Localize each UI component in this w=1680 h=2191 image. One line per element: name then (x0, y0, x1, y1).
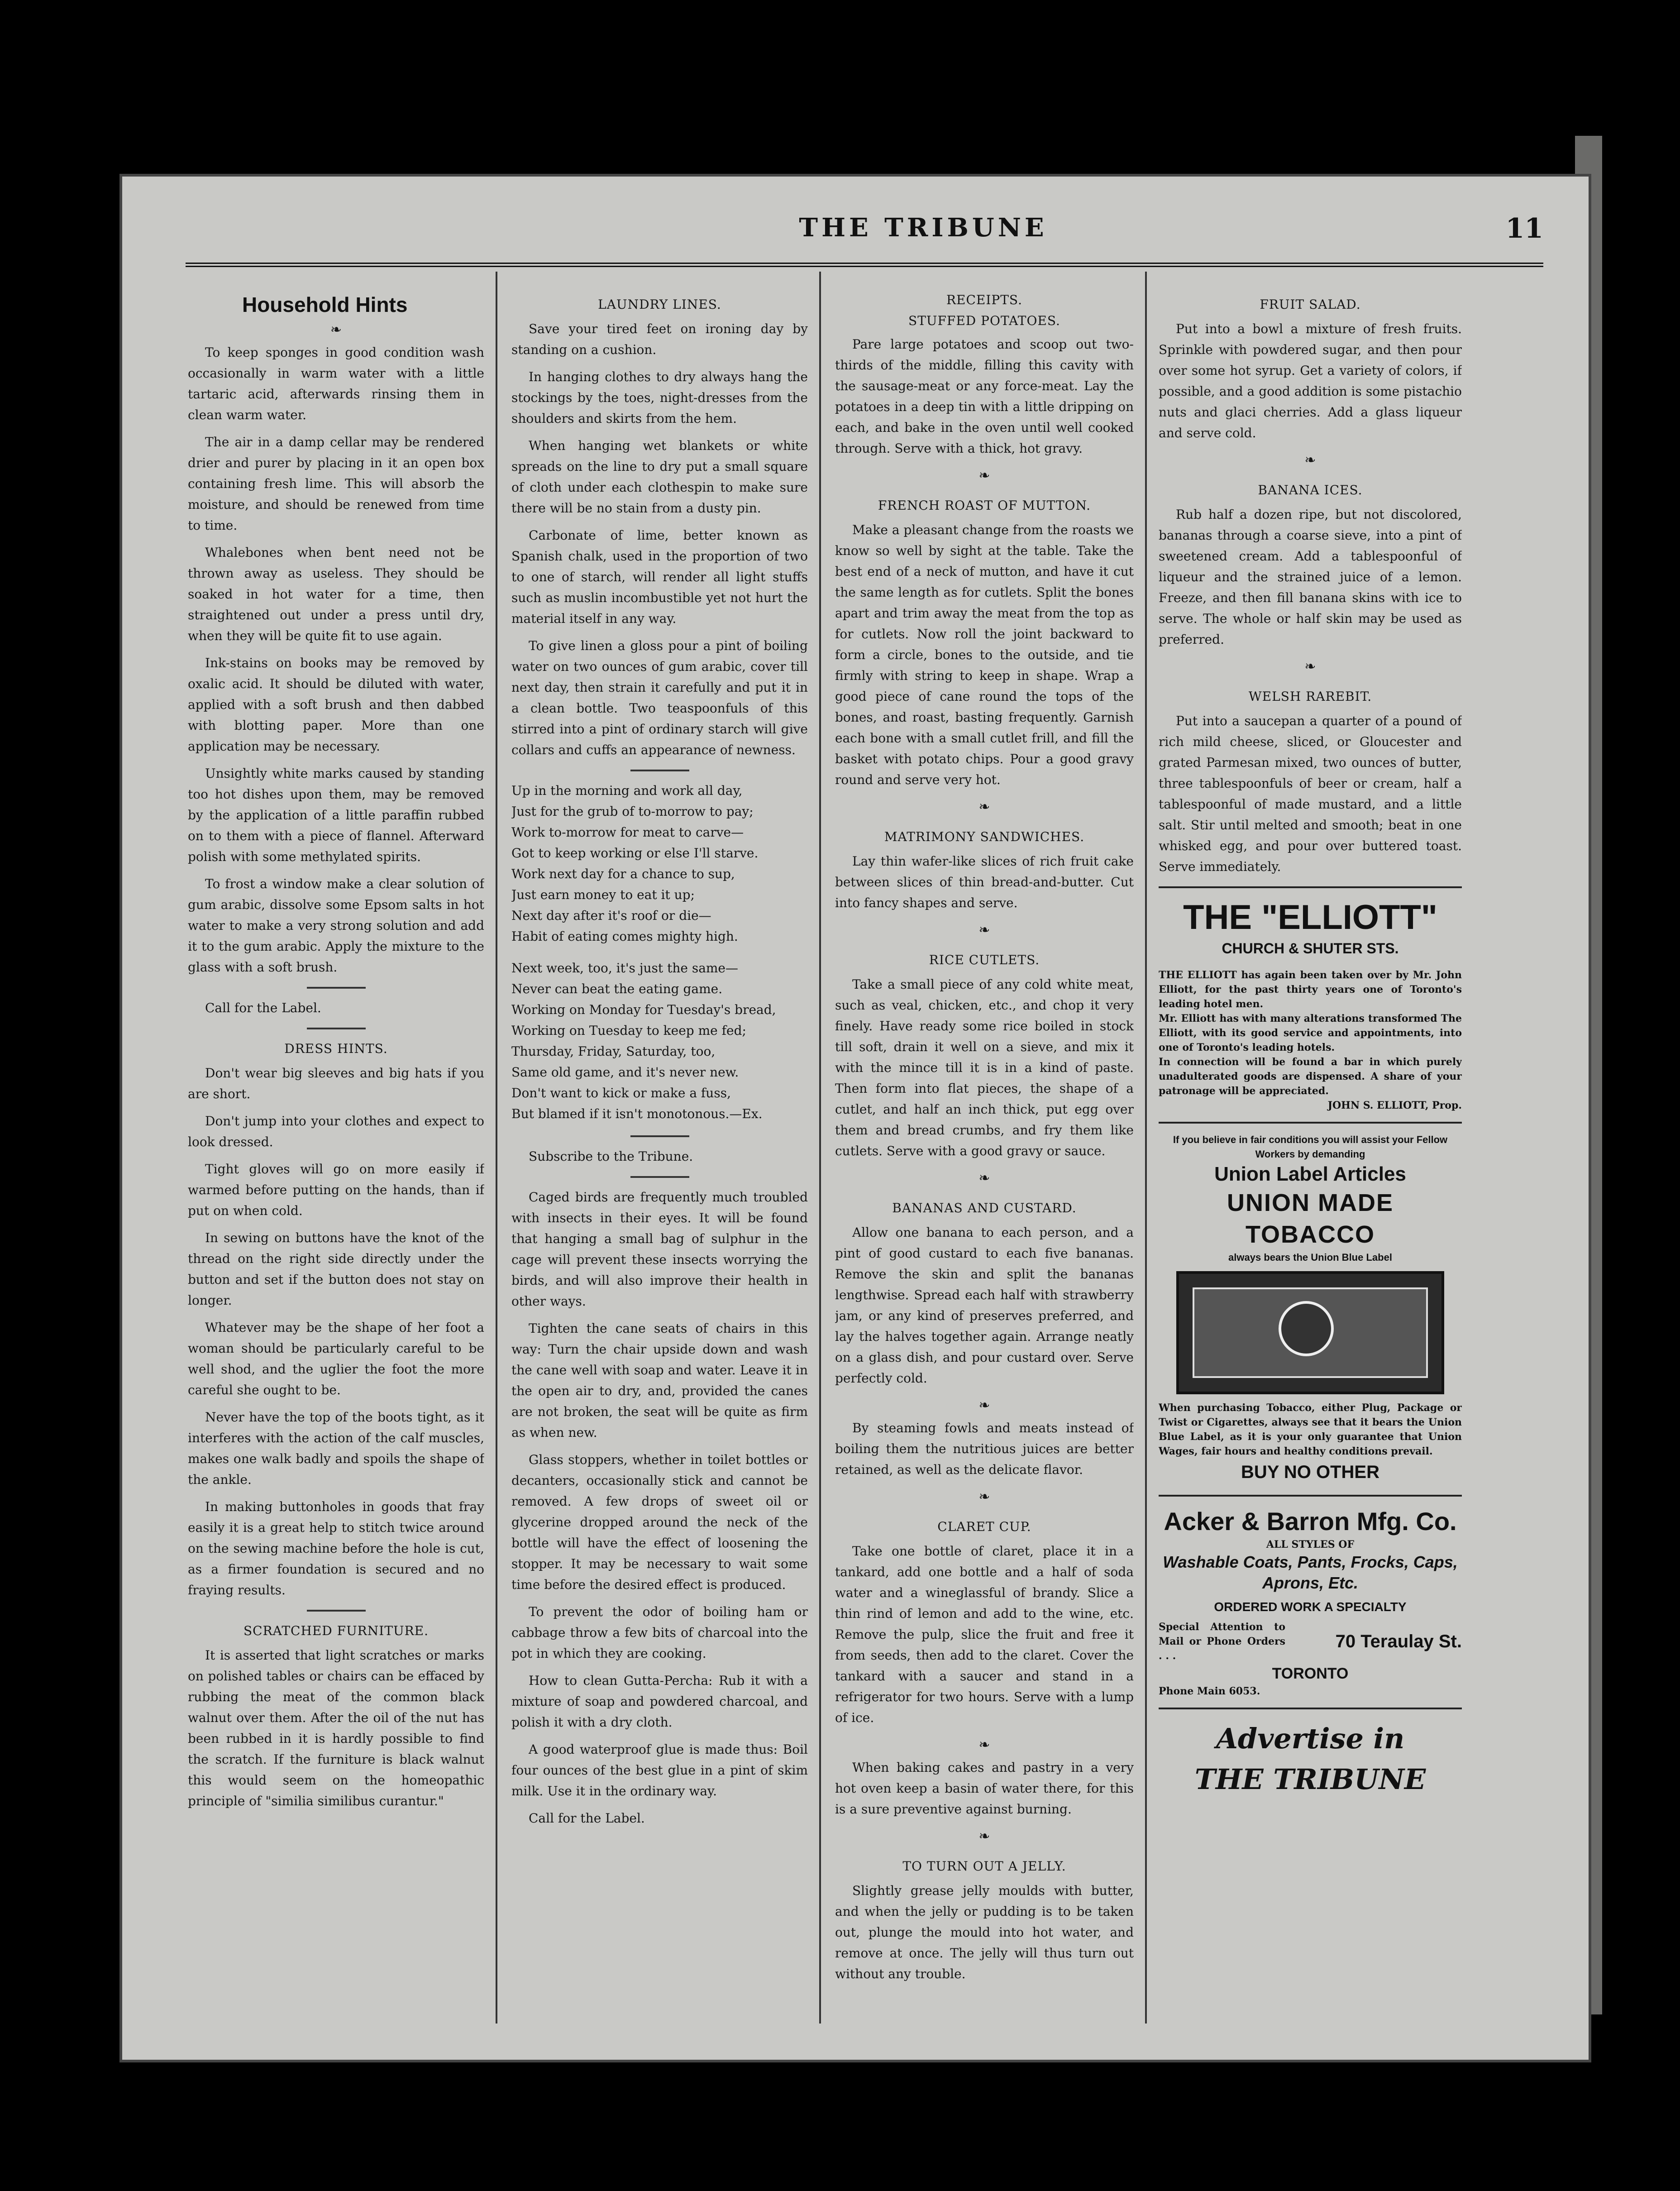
ad-divider (1159, 1708, 1462, 1709)
poem-line: Got to keep working or else I'll starve. (511, 846, 759, 861)
elliott-body: Mr. Elliott has with many alterations transformed The Elliott, with its good service and appointments, into one of Toronto's leading hotels. (1159, 1013, 1462, 1053)
ornament-icon: ❧ (978, 1489, 990, 1505)
column-2 (511, 285, 808, 2005)
poem-stanza (511, 958, 808, 1124)
subscribe-notice: Subscribe to the Tribune. (529, 1149, 693, 1164)
article-paragraph: In making buttonholes in goods that fray easily it is a great help to stitch twice around on the sewing machine before the hole is cut, as a firmer foundation is secured and no fraying results. (188, 1499, 484, 1598)
french-roast-title: FRENCH ROAST OF MUTTON. (878, 498, 1091, 513)
ornament-icon: ❧ (978, 799, 990, 815)
recipe-paragraph: Slightly grease jelly moulds with butter, and when the jelly or pudding is to be taken out, plunge the mould into hot water, and remove at once. The jelly will thus turn out without any trouble. (835, 1883, 1134, 1981)
recipe-paragraph: Lay thin wafer-like slices of rich fruit cake between slices of thin bread-and-butter. Cut into fancy shapes and serve. (835, 854, 1134, 910)
poem-line: Same old game, and it's never new. (511, 1065, 739, 1080)
scratched-furniture-title: SCRATCHED FURNITURE. (243, 1623, 429, 1638)
article-paragraph: Whalebones when bent need not be thrown away as useless. They should be soaked in hot water for a time, then straightened out under a press until dry, when they will be quite fit to use again. (188, 545, 484, 643)
buy-no-other: BUY NO OTHER (1241, 1462, 1379, 1482)
receipts-title: RECEIPTS. (946, 292, 1023, 307)
dress-hints-title: DRESS HINTS. (284, 1041, 388, 1056)
elliott-address: CHURCH & SHUTER STS. (1222, 940, 1399, 957)
article-paragraph: How to clean Gutta-Percha: Rub it with a mixture of soap and powdered charcoal, and polish it with a dry cloth. (511, 1673, 808, 1730)
call-for-label: Call for the Label. (205, 1000, 321, 1015)
acker-ordered: ORDERED WORK A SPECIALTY (1214, 1600, 1407, 1614)
column-rule (819, 272, 821, 2024)
article-paragraph: The air in a damp cellar may be rendered drier and purer by placing in it an open box containing fresh lime. This will absorb the moisture, and should be renewed from time to time. (188, 435, 484, 533)
article-paragraph: To keep sponges in good condition wash occasionally in warm water with a little tartaric acid, afterwards rinsing them in clean warm water. (188, 345, 484, 422)
article-paragraph: In sewing on buttons have the knot of the thread on the right side directly under the button and set if the button does not stay on longer. (188, 1230, 484, 1308)
section-divider (307, 1610, 366, 1612)
column-rule (496, 272, 497, 2024)
poem-line: Up in the morning and work all day, (511, 783, 743, 798)
acker-city: TORONTO (1272, 1665, 1349, 1682)
acker-styles: ALL STYLES OF (1266, 1539, 1355, 1550)
poem-stanza (511, 780, 808, 947)
column-3 (835, 285, 1134, 2005)
article-paragraph: Unsightly white marks caused by standing too hot dishes upon them, may be removed by the application of a little paraffin rubbed on to them with a piece of flannel. Afterward polish with some methylated spirits. (188, 766, 484, 864)
section-divider (630, 770, 689, 771)
rice-cutlets-title: RICE CUTLETS. (929, 952, 1040, 967)
ornament-icon: ❧ (1304, 659, 1316, 675)
advertise-line: Advertise in (1216, 1722, 1405, 1755)
column-1 (188, 285, 484, 2005)
ad-divider (1159, 1122, 1462, 1124)
advertise-tribune-name: THE TRIBUNE (1194, 1763, 1426, 1796)
acker-street: 70 Teraulay St. (1335, 1631, 1462, 1651)
article-paragraph: It is asserted that light scratches or marks on polished tables or chairs can be effaced by rubbing the meat of the common black walnut over them. After the oil of the nut has been rubbed in it is hardly possible to find the scratch. If the furniture is black walnut this would seem on the homeopathic principle of "similia similibus curantur." (188, 1648, 484, 1808)
acker-phone: Phone Main 6053. (1159, 1685, 1260, 1697)
acker-mail-orders: Special Attention to Mail or Phone Orders . . . (1159, 1621, 1285, 1662)
section-divider (307, 1028, 366, 1029)
article-paragraph: Tight gloves will go on more easily if warmed before putting on the hands, than if put on when cold. (188, 1162, 484, 1218)
union-intro: If you believe in fair conditions you will assist your Fellow Workers by demanding (1173, 1134, 1448, 1160)
section-divider (307, 987, 366, 989)
recipe-paragraph: Pare large potatoes and scoop out two-thirds of the middle, filling this cavity with the sausage-meat or any force-meat. Lay the potatoes in a deep tin with a little dripping on each, and bake in the oven until well cooked through. Serve with a thick, hot gravy. (835, 337, 1134, 456)
ornament-icon: ❧ (978, 1397, 990, 1413)
jelly-title: TO TURN OUT A JELLY. (902, 1859, 1066, 1874)
union-body: When purchasing Tobacco, either Plug, Package or Twist or Cigarettes, always see that it bears the Union Blue Label, as it is your only guarantee that Union Wages, fair hours and healthy conditions prevail. (1159, 1402, 1462, 1457)
recipe-paragraph: Rub half a dozen ripe, but not discolored, bananas through a coarse sieve, into a pint of sweetened cream. Add a tablespoonful of liqueur and the strained juice of a lemon. Freeze, and then fill banana skins with ice to serve. The whole or half skin may be used as preferred. (1159, 507, 1462, 647)
article-paragraph: A good waterproof glue is made thus: Boil four ounces of the best glue in a pint of skim milk. Use it in the ordinary way. (511, 1742, 808, 1799)
poem-line: Habit of eating comes mighty high. (511, 929, 738, 944)
elliott-advertisement (1159, 897, 1462, 1113)
poem-line: Work next day for a chance to sup, (511, 866, 735, 881)
article-paragraph: Caged birds are frequently much troubled with insects in their eyes. It will be found that hanging a small bag of sulphur in the cage will prevent these insects worrying the birds, and will also improve their health in other ways. (511, 1190, 808, 1309)
ornament-icon: ❧ (330, 322, 342, 338)
poem-line: Working on Monday for Tuesday's bread, (511, 1002, 776, 1017)
ornament-icon: ❧ (1304, 452, 1316, 468)
call-for-label: Call for the Label. (529, 1811, 645, 1826)
column-4 (1159, 285, 1462, 2005)
advertise-tribune (1159, 1718, 1462, 1800)
page-header (186, 213, 1543, 267)
masthead: THE TRIBUNE (799, 213, 1048, 243)
acker-products: Washable Coats, Pants, Frocks, Caps, Aprons, Etc. (1163, 1553, 1458, 1592)
article-paragraph: In hanging clothes to dry always hang the stockings by the toes, night-dresses from the shoulders and skirts from the hem. (511, 369, 808, 426)
article-paragraph: Glass stoppers, whether in toilet bottles or decanters, occasionally stick and cannot be removed. A few drops of sweet oil or glycerine dropped around the neck of the bottle will have the effect of loosening the stopper. It may be necessary to wait some time before the desired effect is produced. (511, 1452, 808, 1592)
recipe-paragraph: Put into a bowl a mixture of fresh fruits. Sprinkle with powdered sugar, and then pour over some hot syrup. Get a variety of colors, if possible, and a good addition is some pistachio nuts and glaci cherries. Add a glass liqueur and serve cold. (1159, 321, 1462, 440)
article-paragraph: Don't wear big sleeves and big hats if you are short. (188, 1066, 484, 1101)
poem-line: Next week, too, it's just the same— (511, 961, 739, 976)
poem-line: Work to-morrow for meat to carve— (511, 825, 744, 840)
poem-line: Just earn money to eat it up; (511, 887, 695, 902)
recipe-paragraph: Allow one banana to each person, and a pint of good custard to each five bananas. Remove the skin and split the bananas lengthwise. Spread each half with strawberry jam, or any kind of preserves preferred, and lay the halves together again. Arrange neatly on a glass dish, and pour custard over. Serve perfectly cold. (835, 1225, 1134, 1386)
section-divider (630, 1176, 689, 1178)
section-divider (630, 1135, 689, 1137)
article-paragraph: To prevent the odor of boiling ham or cabbage throw a few bits of charcoal into the pot in which they are cooking. (511, 1604, 808, 1661)
article-paragraph: To frost a window make a clear solution of gum arabic, dissolve some Epsom salts in hot water to make a very strong solution and add it to the gum arabic. Apply the mixture to the glass with a soft brush. (188, 876, 484, 975)
poem-line: Just for the grub of to-morrow to pay; (511, 804, 754, 819)
union-tobacco-heading: UNION MADE TOBACCO (1227, 1189, 1394, 1248)
recipe-paragraph: Make a pleasant change from the roasts we know so well by sight at the table. Take the best end of a neck of mutton, and have it cut the same length as for cutlets. Split the bones apart and trim away the meat from the top as for cutlets. Now roll the joint backward to form a circle, bones to the outside, and tie firmly with string to keep in shape. Wrap a good piece of cane round the tops of the bones, and roast, basting frequently. Garnish each bone with a small cutlet frill, and fill the basket with potato chips. Pour a good gravy round and serve very hot. (835, 522, 1134, 787)
article-paragraph: When hanging wet blankets or white spreads on the line to dry put a small square of cloth under each clothespin to make sure there will be no stain from a dusty pin. (511, 438, 808, 516)
ad-divider (1159, 886, 1462, 888)
page-number: 11 (1505, 213, 1543, 244)
claret-cup-title: CLARET CUP. (937, 1519, 1031, 1534)
union-blue-label: always bears the Union Blue Label (1228, 1252, 1392, 1263)
article-paragraph: Don't jump into your clothes and expect to look dressed. (188, 1114, 484, 1149)
article-paragraph: Never have the top of the boots tight, as it interferes with the action of the calf muscles, makes one walk badly and spoils the shape of the ankle. (188, 1410, 484, 1487)
laundry-lines-title: LAUNDRY LINES. (598, 297, 721, 312)
recipe-paragraph: When baking cakes and pastry in a very hot oven keep a basin of water there, for this is a sure preventive against burning. (835, 1760, 1134, 1817)
ornament-icon: ❧ (978, 1737, 990, 1753)
union-label-image (1176, 1271, 1444, 1394)
ornament-icon: ❧ (978, 1170, 990, 1186)
household-hints-title: Household Hints (242, 293, 408, 316)
elliott-body: In connection will be found a bar in which purely unadulterated goods are dispensed. A share of your patronage will be appreciated. (1159, 1056, 1462, 1097)
recipe-paragraph: By steaming fowls and meats instead of boiling them the nutritious juices are better retained, as well as the delicate flavor. (835, 1421, 1134, 1477)
article-paragraph: To give linen a gloss pour a pint of boiling water on two ounces of gum arabic, cover till next day, then strain it carefully and put it in a clean bottle. Two teaspoonfuls of this stirred into a pint of ordinary starch will give collars and cuffs an appearance of newness. (511, 638, 808, 757)
poem-line: Don't want to kick or make a fuss, (511, 1086, 731, 1100)
label-seal-icon (1279, 1301, 1334, 1356)
article-paragraph: Whatever may be the shape of her foot a woman should be particularly careful to be well shod, and the uglier the foot the more careful she ought to be. (188, 1320, 484, 1397)
union-label-heading: Union Label Articles (1214, 1163, 1406, 1185)
poem-line: Next day after it's roof or die— (511, 908, 711, 923)
article-paragraph: Ink-stains on books may be removed by oxalic acid. It should be diluted with water, applied with a soft brush and then dabbed with blotting paper. More than one application may be necessary. (188, 655, 484, 754)
acker-barron-name: Acker & Barron Mfg. Co. (1164, 1507, 1457, 1536)
union-label-advertisement (1159, 1133, 1462, 1486)
elliott-proprietor: JOHN S. ELLIOTT, Prop. (1327, 1100, 1462, 1111)
elliott-body: THE ELLIOTT has again been taken over by Mr. John Elliott, for the past thirty years one of Toronto's leading hotel men. (1159, 969, 1462, 1010)
article-paragraph: Carbonate of lime, better known as Spanish chalk, used in the proportion of two to one of starch, will render all light stuffs such as muslin incombustible yet not hurt the material itself in any way. (511, 528, 808, 626)
acker-barron-advertisement (1159, 1506, 1462, 1698)
poem-line: Thursday, Friday, Saturday, too, (511, 1044, 716, 1059)
ad-divider (1159, 1495, 1462, 1497)
ornament-icon: ❧ (978, 1828, 990, 1844)
stuffed-potatoes-title: STUFFED POTATOES. (908, 313, 1060, 328)
recipe-paragraph: Take one bottle of claret, place it in a tankard, add one bottle and a half of soda water and a wineglassful of brandy. Slice a thin rind of lemon and add to the wine, etc. Remove the pulp, slice the fruit and free it from seeds, then add to the claret. Cover the tankard with a saucer and stand in a refrigerator for two hours. Serve with a lump of ice. (835, 1544, 1134, 1725)
column-rule (1145, 272, 1147, 2024)
welsh-rarebit-title: WELSH RAREBIT. (1248, 689, 1372, 704)
poem-line: Working on Tuesday to keep me fed; (511, 1023, 746, 1038)
matrimony-title: MATRIMONY SANDWICHES. (884, 829, 1085, 844)
banana-ices-title: BANANA ICES. (1258, 483, 1363, 498)
poem-line: Never can beat the eating game. (511, 981, 723, 996)
fruit-salad-title: FRUIT SALAD. (1260, 297, 1361, 312)
recipe-paragraph: Take a small piece of any cold white meat, such as veal, chicken, etc., and chop it very finely. Have ready some rice boiled in stock till soft, drain it well on a sieve, and mix it with the mince till it is in a kind of paste. Then form into flat pieces, the shape of a cutlet, and half an inch thick, put egg over them and bread crumbs, and fry them like cutlets. Serve with a good gravy or sauce. (835, 977, 1134, 1158)
recipe-paragraph: Put into a saucepan a quarter of a pound of rich mild cheese, sliced, or Gloucester and grated Parmesan mixed, two ounces of butter, three tablespoonfuls of beer or cream, half a tablespoonful of made mustard, and a little salt. Stir until melted and smooth; beat in one whisked egg, and pour over buttered toast. Serve immediately. (1159, 713, 1462, 874)
article-paragraph: Tighten the cane seats of chairs in this way: Turn the chair upside down and wash the cane well with soap and water. Leave it in the open air to dry, and, provided the canes are not broken, the seat will be quite as firm as when new. (511, 1321, 808, 1440)
newspaper-page (122, 177, 1589, 2060)
ornament-icon: ❧ (978, 922, 990, 938)
ornament-icon: ❧ (978, 468, 990, 483)
poem-line: But blamed if it isn't monotonous.—Ex. (511, 1106, 763, 1121)
article-paragraph: Save your tired feet on ironing day by standing on a cushion. (511, 321, 808, 357)
bananas-custard-title: BANANAS AND CUSTARD. (892, 1201, 1077, 1215)
elliott-title: THE "ELLIOTT" (1183, 898, 1437, 937)
